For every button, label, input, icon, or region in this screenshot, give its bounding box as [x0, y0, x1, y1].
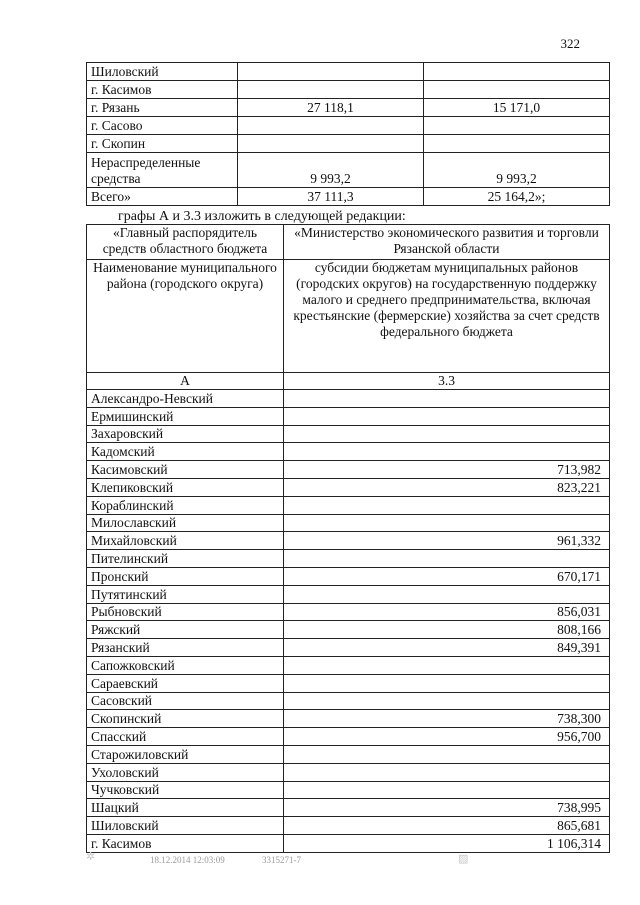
subsidy-value [284, 781, 610, 799]
table-row [87, 135, 610, 153]
table-row [87, 603, 610, 621]
district-name: Александро-Невский [87, 390, 284, 408]
table-row [87, 443, 610, 461]
table-row [87, 656, 610, 674]
subsidy-value [284, 674, 610, 692]
subsidy-value [284, 585, 610, 603]
budget-table-top [86, 62, 610, 206]
table-row [87, 188, 610, 206]
row-name: Нераспределенные средства [87, 153, 238, 188]
subsidy-value [284, 763, 610, 781]
row-value: 37 111,3 [238, 188, 424, 206]
subsidy-value [284, 390, 610, 408]
subsidy-value [284, 443, 610, 461]
subsidy-value: 961,332 [284, 532, 610, 550]
district-name: Ермишинский [87, 407, 284, 425]
district-name: Путятинский [87, 585, 284, 603]
subsidy-value [284, 656, 610, 674]
table-row [87, 710, 610, 728]
column-letters-row [87, 373, 610, 390]
subsidy-value [284, 745, 610, 763]
budget-table-top-body [87, 63, 610, 206]
column-letter-a: А [87, 373, 284, 390]
table-row [87, 763, 610, 781]
header-distributor: «Главный распорядитель средств областного бюджета [87, 225, 284, 260]
table-row [87, 585, 610, 603]
table-row [87, 567, 610, 585]
district-name: Скопинский [87, 710, 284, 728]
table-row [87, 153, 610, 188]
district-name: Михайловский [87, 532, 284, 550]
district-name: Ряжский [87, 621, 284, 639]
table-row [87, 781, 610, 799]
table-row [87, 817, 610, 835]
subsidy-value [284, 550, 610, 568]
scan-mark-icon: ▨ [458, 853, 469, 865]
header-district-name: Наименование муниципального района (городского округа) [87, 260, 284, 373]
subsidy-value [284, 496, 610, 514]
table-row [87, 407, 610, 425]
row-value [238, 63, 424, 81]
row-value [238, 117, 424, 135]
table-row [87, 621, 610, 639]
table-row [87, 728, 610, 746]
row-value [238, 81, 424, 99]
district-name: Старожиловский [87, 745, 284, 763]
district-name: Касимовский [87, 461, 284, 479]
district-name: Милославский [87, 514, 284, 532]
footer-date: 18.12.2014 12:03:09 [150, 855, 225, 865]
row-value [238, 135, 424, 153]
table-row [87, 99, 610, 117]
table-row [87, 63, 610, 81]
row-value: 9 993,2 [238, 153, 424, 188]
district-name: Кадомский [87, 443, 284, 461]
table-row [87, 834, 610, 852]
district-name: Шацкий [87, 799, 284, 817]
table-row [87, 550, 610, 568]
subsidy-value [284, 407, 610, 425]
header-subsidy-description: субсидии бюджетам муниципальных районов (городских округов) на государственную поддержку малого и среднего предпринимательства, включая крестьянские (фермерские) хозяйства за счет средств федерального бюджета [284, 260, 610, 373]
header-ministry: «Министерство экономического развития и торговли Рязанской области [284, 225, 610, 260]
table-row [87, 461, 610, 479]
row-value: 15 171,0 [424, 99, 610, 117]
row-name: Шиловский [87, 63, 238, 81]
district-name: г. Касимов [87, 834, 284, 852]
row-value: 9 993,2 [424, 153, 610, 188]
row-value [424, 63, 610, 81]
stamp-mark-icon: ✲ [86, 851, 96, 863]
row-value [424, 135, 610, 153]
table-row [87, 745, 610, 763]
district-name: Кораблинский [87, 496, 284, 514]
subsidy-value: 856,031 [284, 603, 610, 621]
row-value [424, 81, 610, 99]
district-name: Сапожковский [87, 656, 284, 674]
subsidy-value: 865,681 [284, 817, 610, 835]
district-name: Чучковский [87, 781, 284, 799]
subsidy-value: 713,982 [284, 461, 610, 479]
district-name: Пителинский [87, 550, 284, 568]
table-row [87, 514, 610, 532]
district-name: Пронский [87, 567, 284, 585]
district-name: Спасский [87, 728, 284, 746]
district-name: Шиловский [87, 817, 284, 835]
row-name: г. Рязань [87, 99, 238, 117]
subsidy-value: 1 106,314 [284, 834, 610, 852]
table-row [87, 532, 610, 550]
subsidy-value: 808,166 [284, 621, 610, 639]
header-row-distributor [87, 225, 610, 260]
subsidy-value [284, 692, 610, 710]
page-number: 322 [560, 36, 580, 51]
row-name: Всего» [87, 188, 238, 206]
row-name: г. Скопин [87, 135, 238, 153]
row-value: 25 164,2»; [424, 188, 610, 206]
table-row [87, 692, 610, 710]
district-name: Рыбновский [87, 603, 284, 621]
subsidy-value: 849,391 [284, 639, 610, 657]
header-row-description [87, 260, 610, 373]
table-row [87, 117, 610, 135]
district-name: Сасовский [87, 692, 284, 710]
subsidy-table [86, 224, 610, 853]
subsidy-value: 823,221 [284, 478, 610, 496]
subsidy-value: 738,995 [284, 799, 610, 817]
table-row [87, 425, 610, 443]
district-name: Ухоловский [87, 763, 284, 781]
subsidy-table-body [87, 225, 610, 853]
subsidy-value [284, 425, 610, 443]
row-name: г. Касимов [87, 81, 238, 99]
subsidy-value: 738,300 [284, 710, 610, 728]
subsidy-value: 670,171 [284, 567, 610, 585]
column-letter-3-3: 3.3 [284, 373, 610, 390]
district-name: Сараевский [87, 674, 284, 692]
subsidy-value: 956,700 [284, 728, 610, 746]
row-name: г. Сасово [87, 117, 238, 135]
table-row [87, 390, 610, 408]
table-row [87, 496, 610, 514]
table-row [87, 81, 610, 99]
table-row [87, 674, 610, 692]
footer-code: 3315271-7 [262, 855, 301, 865]
table-row [87, 478, 610, 496]
table-row [87, 799, 610, 817]
instruction-text: графы А и 3.3 изложить в следующей редакции: [118, 209, 406, 224]
district-name: Захаровский [87, 425, 284, 443]
subsidy-value [284, 514, 610, 532]
row-value [424, 117, 610, 135]
district-name: Рязанский [87, 639, 284, 657]
table-row [87, 639, 610, 657]
row-value: 27 118,1 [238, 99, 424, 117]
district-name: Клепиковский [87, 478, 284, 496]
